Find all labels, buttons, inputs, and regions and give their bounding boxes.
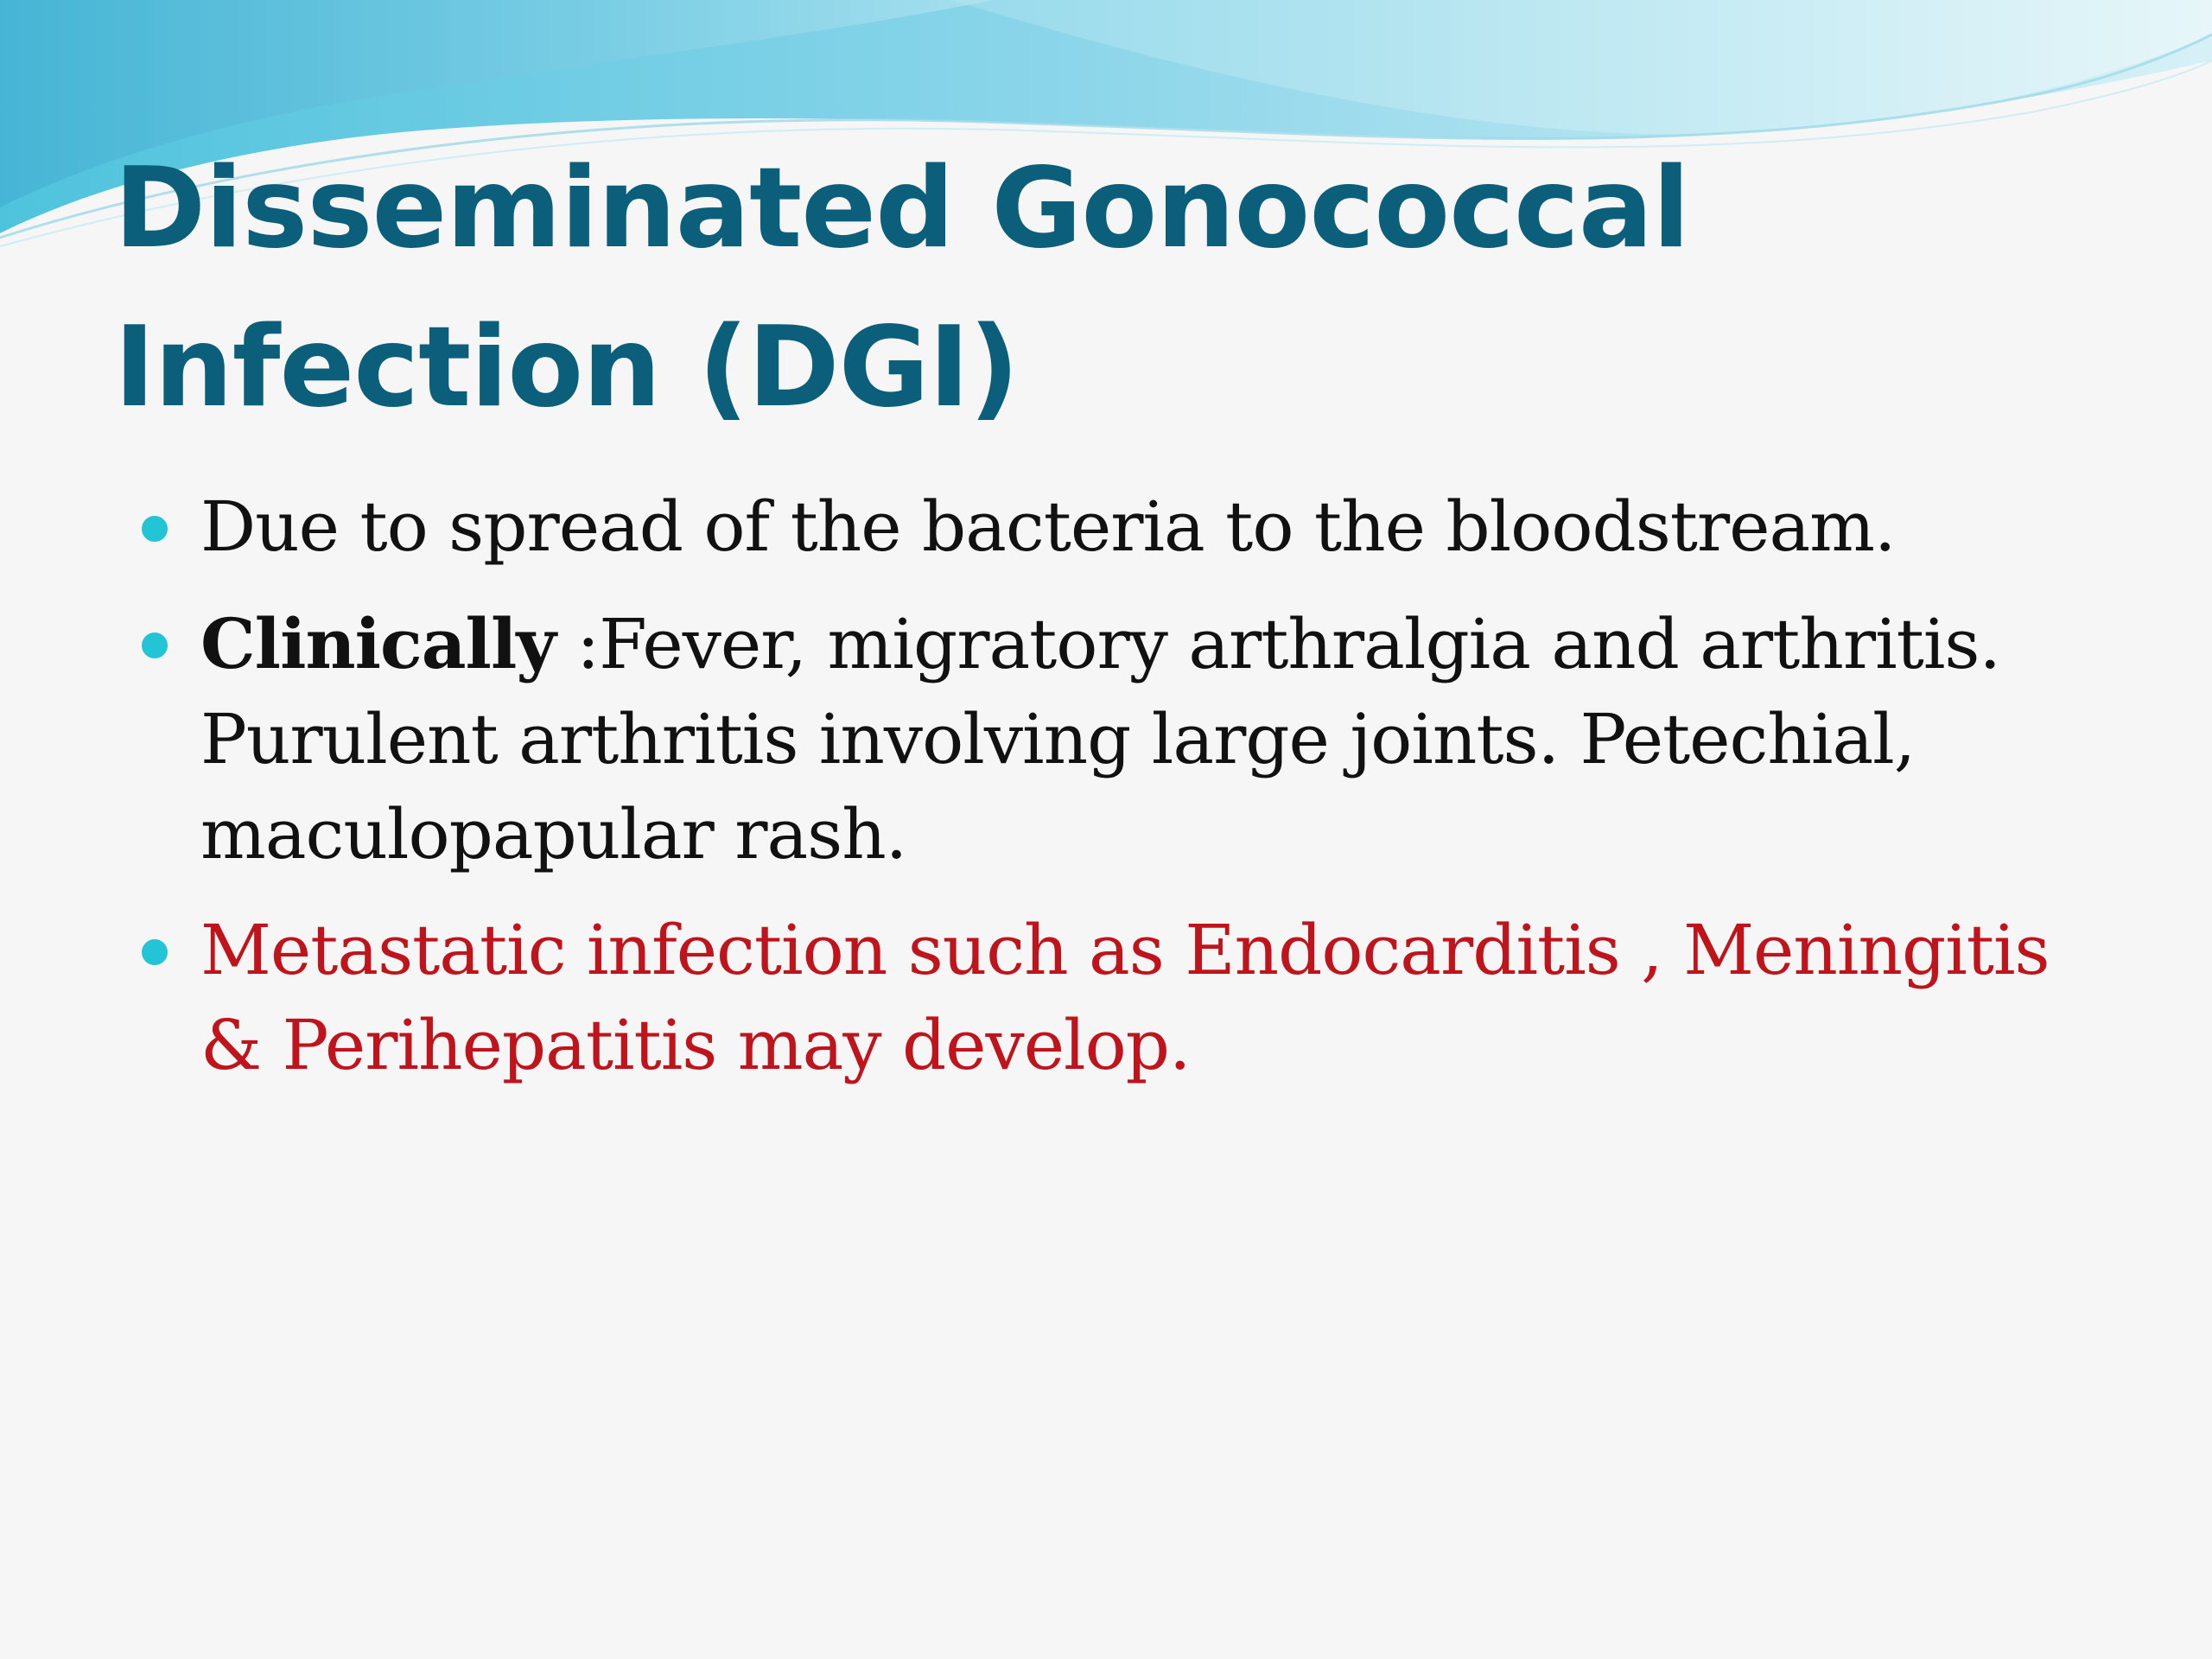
bullet-text: Metastatic infection such as Endocarditis , Meningitis: [200, 910, 2050, 990]
bullet-item-highlight: [200, 903, 2101, 1093]
bullet-text: & Perihepatitis may develop.: [200, 1005, 1191, 1085]
bullet-text: maculopapular rash.: [200, 794, 907, 874]
bullet-text: Purulent arthritis involving large joints. Petechial,: [200, 699, 1916, 779]
bullet-item: [200, 480, 2101, 575]
bullet-dot-icon: [142, 939, 168, 965]
slide-title: [114, 130, 1842, 448]
bullet-text: Due to spread of the bacteria to the bloodstream.: [200, 486, 1896, 567]
slide-title-line-1: Disseminated Gonococcal: [114, 144, 1690, 273]
bullet-dot-icon: [142, 632, 168, 658]
bullet-lead-rest: :Fever, migratory arthralgia and arthritis.: [555, 604, 2000, 684]
bullet-dot-icon: [142, 516, 168, 542]
bullet-first-line: [200, 596, 2101, 692]
slide-title-line-2: Infection (DGI): [114, 303, 1019, 432]
bullet-item: [200, 596, 2101, 882]
bullet-bold-lead: Clinically: [200, 603, 556, 684]
